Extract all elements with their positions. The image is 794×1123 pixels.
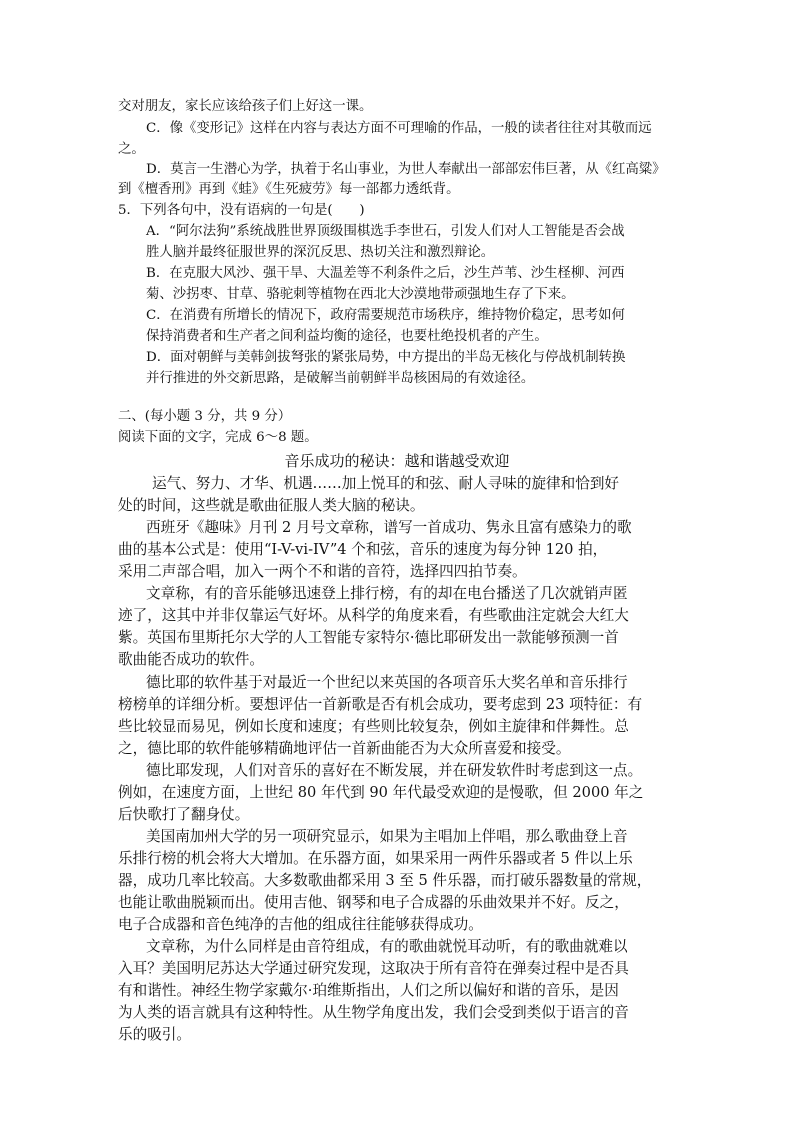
- article-line: 有和谐性。神经生物学家戴尔·珀维斯指出，人们之所以偏好和谐的音乐，是因: [118, 982, 619, 999]
- section-heading: 二、(每小题 3 分，共 9 分）: [118, 409, 292, 424]
- article-line: 歌曲能否成功的软件。: [118, 651, 264, 668]
- q5-option-b-line2: 菊、沙拐枣、甘草、骆驼刺等植物在西北大沙漠地带顽强地生存了下来。: [146, 287, 575, 302]
- article-line: 西班牙《趣味》月刊 2 月号文章称，谱写一首成功、隽永且富有感染力的歌: [146, 519, 632, 536]
- article-title: 音乐成功的秘诀：越和谐越受欢迎: [284, 452, 510, 470]
- article-line: 紫。英国布里斯托尔大学的人工智能专家特尔·德比耶研发出一款能够预测一首: [118, 629, 619, 646]
- q4-option-d-line1: D．莫言一生潜心为学，执着于名山事业，为世人奉献出一部部宏伟巨著，从《红高粱》: [146, 162, 666, 177]
- q4-option-d-line2: 到《檀香刑》再到《蛙》《生死疲劳》每一部都力透纸背。: [118, 182, 460, 197]
- article-line: 之，德比耶的软件能够精确地评估一首新曲能否为大众所喜爱和接受。: [118, 740, 571, 757]
- article-line: 美国南加州大学的另一项研究显示，如果为主唱加上伴唱，那么歌曲登上音: [146, 828, 628, 845]
- q5-option-d-line1: D．面对朝鲜与美韩剑拔弩张的紧张局势，中方提出的半岛无核化与停战机制转换: [146, 350, 626, 365]
- article-line: 迹了，这其中并非仅靠运气好坏。从科学的角度来看，有些歌曲注定就会大红大: [118, 607, 629, 624]
- article-line: 处的时间，这些就是歌曲征服人类大脑的秘诀。: [118, 497, 425, 514]
- q5-option-c-line2: 保持消费者和生产者之间利益均衡的途径，也要杜绝投机者的产生。: [146, 329, 548, 344]
- article-line: 电子合成器和音色纯净的吉他的组成往往能够获得成功。: [118, 916, 483, 933]
- q4-continuation-line: 交对朋友，家长应该给孩子们上好这一课。: [118, 99, 373, 114]
- article-line: 德比耶发现，人们对音乐的喜好在不断发展，并在研发软件时考虑到这一点。: [146, 762, 643, 779]
- article-line: 为人类的语言就具有这种特性。从生物学角度出发，我们会受到类似于语言的音: [118, 1004, 629, 1021]
- q5-option-a-line1: A．“阿尔法狗”系统战胜世界顶级围棋选手李世石，引发人们对人工智能是否会战: [146, 224, 625, 239]
- article-line: 采用二声部合唱，加入一两个不和谐的音符，选择四四拍节奏。: [118, 563, 527, 580]
- section-instruction: 阅读下面的文字，完成 6～8 题。: [118, 430, 318, 445]
- article-line: 例如，在速度方面，上世纪 80 年代到 90 年代最受欢迎的是慢歌，但 2000 年之: [118, 784, 644, 801]
- article-line: 些比较显而易见，例如长度和速度；有些则比较复杂，例如主旋律和伴舞性。总: [118, 718, 629, 735]
- article-line: 德比耶的软件基于对最近一个世纪以来英国的各项音乐大奖名单和音乐排行: [146, 674, 628, 691]
- q5-option-c-line1: C．在消费有所增长的情况下，政府需要规范市场秩序，维持物价稳定，思考如何: [146, 308, 625, 323]
- article-line: 榜榜单的详细分析。要想评估一首新歌是否有机会成功，要考虑到 23 项特征：有: [118, 696, 643, 713]
- article-line: 器，成功几率比较高。大多数歌曲都采用 3 至 5 件乐器，而打破乐器数量的常规，: [118, 872, 652, 889]
- article-line: 乐的吸引。: [118, 1026, 191, 1043]
- q4-option-c-line1: C．像《变形记》这样在内容与表达方面不可理喻的作品，一般的读者往往对其敬而远: [146, 121, 652, 136]
- q4-option-c-line2: 之。: [118, 142, 145, 157]
- q5-option-d-line2: 并行推进的外交新思路，是破解当前朝鲜半岛核困局的有效途径。: [146, 371, 535, 386]
- article-line: 入耳？美国明尼苏达大学通过研究发现，这取决于所有音符在弹奏过程中是否具: [118, 960, 629, 977]
- article-line: 也能让歌曲脱颖而出。使用吉他、钢琴和电子合成器的乐曲效果并不好。反之，: [118, 894, 629, 911]
- article-line: 文章称，有的音乐能够迅速登上排行榜，有的却在电台播送了几次就销声匿: [146, 585, 628, 602]
- q5-option-b-line1: B．在克服大风沙、强干旱、大温差等不利条件之后，沙生芦苇、沙生柽柳、河西: [146, 266, 625, 281]
- article-line: 乐排行榜的机会将大大增加。在乐器方面，如果采用一两件乐器或者 5 件以上乐: [118, 850, 633, 867]
- article-line: 曲的基本公式是：使用“I-V-vi-IV”4 个和弦，音乐的速度为每分钟 120 拍，: [118, 541, 608, 558]
- q5-option-a-line2: 胜人脑并最终征服世界的深沉反思、热切关注和激烈辩论。: [146, 245, 495, 260]
- article-line: 运气、努力、才华、机遇……加上悦耳的和弦、耐人寻味的旋律和恰到好: [152, 475, 620, 492]
- q5-stem: 5．下列各句中，没有语病的一句是( ): [118, 203, 365, 218]
- article-line: 后快歌打了翻身仗。: [118, 806, 250, 823]
- article-line: 文章称，为什么同样是由音符组成，有的歌曲就悦耳动听，有的歌曲就难以: [146, 938, 628, 955]
